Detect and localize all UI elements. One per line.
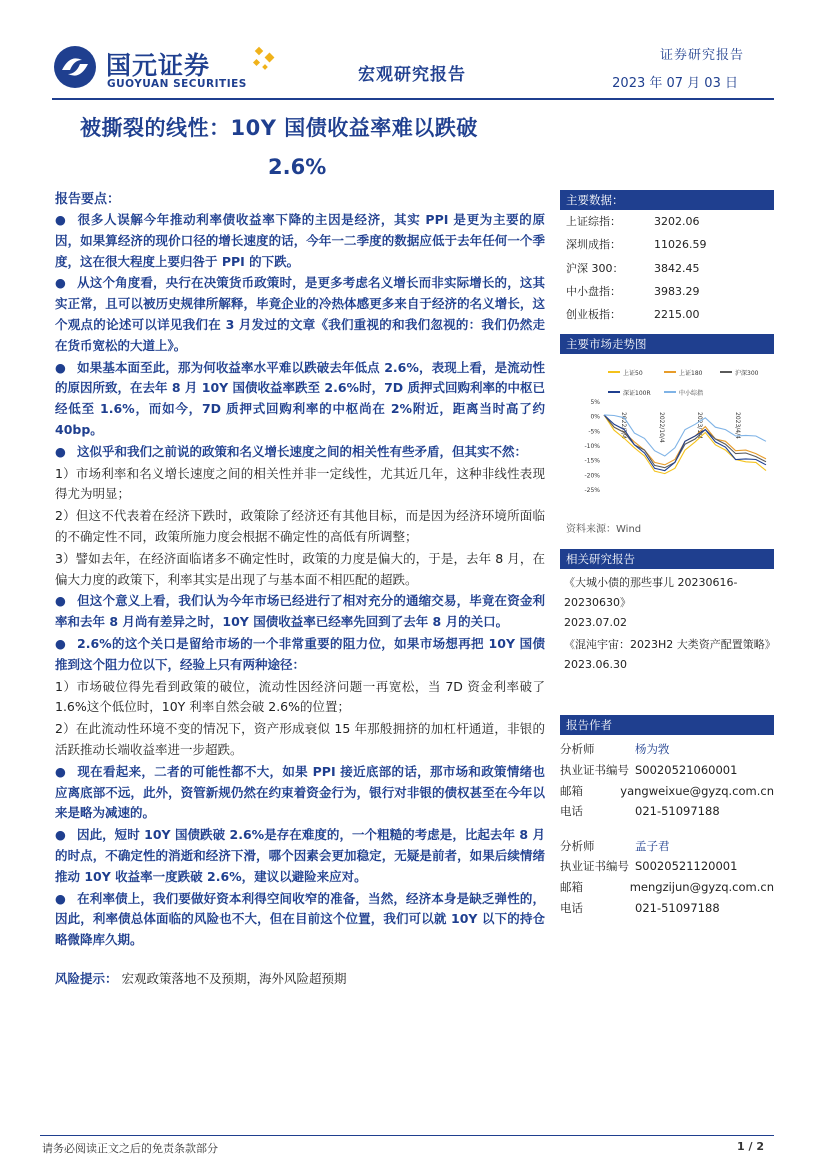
legend-label: 中小综指 (679, 390, 704, 398)
key-points (55, 210, 545, 951)
key-point (55, 506, 545, 548)
key-point-text: 在利率债上，我们要做好资本利得空间收窄的准备，当然，经济本身是缺乏弹性的，因此，利率债总体面临的风险也不大，但在目前这个位置，我们可以就 10Y 以下的持仓略微降库久期。 (55, 890, 545, 948)
chart-title: 主要市场走势图 (560, 334, 774, 354)
key-point (55, 889, 545, 951)
key-point-text: 如果基本面至此，那为何收益率水平难以跌破去年低点 2.6%，表现上看，是流动性的原因所致，在去年 8 月 10Y 国债收益率跌至 2.6%时，7D 质押式回购利率的中枢已经低至 1.6%，而如今，7D 质押式回购利率的中枢尚在 2%附近，距离当时高了约 40bp。 (55, 359, 545, 437)
key-point (55, 591, 545, 633)
author-field-value: S0020521060001 (635, 763, 738, 778)
key-point (55, 358, 545, 441)
footer-disclaimer: 请务必阅读正文之后的免责条款部分 (42, 1142, 218, 1155)
author-field-value: 021-51097188 (635, 804, 720, 819)
header-divider (52, 98, 774, 100)
bullet-icon: ● (55, 593, 66, 609)
author-field (560, 856, 774, 877)
key-point (55, 464, 545, 506)
risk-label: 风险提示： (55, 970, 118, 986)
author-list (560, 739, 774, 918)
index-name: 中小盘指： (566, 284, 621, 298)
related-report-link[interactable]: 《大城小债的那些事儿 20230616-20230630》 (564, 576, 738, 610)
index-row (560, 233, 774, 256)
bullet-icon: ● (55, 890, 66, 906)
author-field (560, 760, 774, 781)
sidebar (560, 190, 774, 918)
market-chart (560, 362, 774, 512)
y-tick-label: -25% (584, 487, 600, 495)
key-point (55, 762, 545, 824)
bullet-icon: ● (55, 443, 66, 459)
author-field-label: 邮箱 (560, 783, 583, 798)
related-report-date: 2023.06.30 (564, 658, 627, 672)
bullet-icon: ● (55, 763, 66, 779)
index-value: 3842.45 (654, 261, 700, 275)
author-field-value: 021-51097188 (635, 900, 720, 915)
key-point-text: 但这个意义上看，我们认为今年市场已经进行了相对充分的通缩交易，毕竟在资金利率和去年 8 月尚有差异之时，10Y 国债收益率已经率先回到了去年 8 月的关口。 (55, 593, 545, 630)
author-field-label: 分析师 (560, 742, 595, 757)
x-tick-label: 2023/4/4 (734, 412, 741, 440)
index-row (560, 257, 774, 280)
author-field-label: 执业证书编号 (560, 859, 629, 874)
index-row (560, 210, 774, 233)
y-tick-label: -5% (588, 428, 600, 436)
y-tick-label: 5% (590, 399, 600, 407)
key-point-text: 很多人误解今年推动利率债收益率下降的主因是经济，其实 PPI 是更为主要的原因，如果算经济的现价口径的增长速度的话，今年一二季度的数据应低于去年任何一个季度，这在很大程度上要归咎于 PPI 的下跌。 (55, 212, 545, 269)
risk-text: 宏观政策落地不及预期，海外风险超预期 (121, 970, 347, 986)
key-point-text: 现在看起来，二者的可能性都不大，如果 PPI 接近底部的话，那市场和政策情绪也应离底部不远，此外，资管新规仍然在约束着资金行为，银行对非银的债权甚至在今年以来是略为减速的。 (55, 763, 545, 821)
author-block (560, 836, 774, 918)
company-logo (52, 44, 272, 94)
author-field-value: S0020521120001 (635, 859, 738, 874)
key-point (55, 634, 545, 676)
index-name: 上证综指： (566, 215, 621, 228)
related-report-date: 2023.07.02 (564, 616, 627, 630)
report-title-line1: 被撕裂的线性：10Y 国债收益率难以跌破 (80, 116, 478, 140)
author-field-label: 电话 (560, 804, 583, 819)
x-tick-label: 2022/10/4 (658, 412, 665, 444)
key-point-text: 1）市场利率和名义增长速度之间的相关性并非一定线性，尤其近几年，这种非线性表现得尤为明显； (55, 465, 545, 502)
key-point-text: 这似乎和我们之前说的政策和名义增长速度之间的相关性有些矛盾，但其实不然： (77, 443, 528, 459)
index-list (560, 210, 774, 326)
main-data-title: 主要数据： (560, 190, 774, 210)
author-field-value: 孟子君 (635, 838, 670, 853)
key-point-text: 1）市场破位得先看到政策的破位，流动性因经济问题一再宽松，当 7D 资金利率破了 1.6%这个低位时，10Y 利率自然会破 2.6%的位置； (55, 678, 545, 715)
main-content (55, 190, 545, 989)
key-point-text: 2）在此流动性环境不变的情况下，资产形成衰似 15 年那般拥挤的加杠杆通道，非银的活跃推动长端收益率进一步超跌。 (55, 721, 545, 757)
related-reports (560, 573, 774, 675)
index-value: 3202.06 (654, 215, 700, 228)
key-point-text: 2）但这不代表着在经济下跌时，政策除了经济还有其他目标，而是因为经济环境所面临的不确定性不同，政策所施力度会根据不确定性的高低有所调整； (55, 508, 545, 544)
author-field-label: 执业证书编号 (560, 763, 629, 778)
logo-text-en: GUOYUAN SECURITIES (107, 78, 247, 90)
index-name: 创业板指： (566, 308, 621, 322)
authors-title: 报告作者 (560, 715, 774, 735)
key-point (55, 825, 545, 887)
legend-label: 上证50 (623, 370, 643, 378)
related-title: 相关研究报告 (560, 549, 774, 569)
author-field (560, 801, 774, 822)
key-point (55, 719, 545, 761)
author-field-value: yangweixue@gyzq.com.cn (620, 783, 774, 798)
key-point (55, 273, 545, 356)
y-tick-label: -20% (584, 472, 600, 480)
bullet-icon: ● (55, 275, 66, 291)
legend-label: 沪深300 (735, 370, 759, 378)
page-number: 1 / 2 (737, 1140, 764, 1153)
x-tick-label: 2023/1/4 (696, 412, 703, 440)
key-point (55, 549, 545, 591)
y-tick-label: -15% (584, 458, 600, 466)
report-class: 证券研究报告 (659, 48, 744, 63)
author-field-label: 电话 (560, 900, 583, 915)
author-field-value: mengzijun@gyzq.com.cn (629, 880, 774, 895)
chart-source: 资料来源：Wind (566, 524, 642, 536)
bullet-icon: ● (55, 635, 66, 651)
y-tick-label: 0% (590, 414, 600, 422)
index-name: 深圳成指： (566, 238, 621, 252)
legend-label: 上证180 (679, 370, 703, 378)
index-row (560, 280, 774, 303)
section-title: 报告要点： (55, 192, 121, 207)
key-point (55, 677, 545, 719)
author-field (560, 739, 774, 760)
author-field-label: 分析师 (560, 838, 595, 853)
index-name: 沪深 300： (566, 261, 624, 275)
risk-warning (55, 969, 545, 989)
author-field-label: 邮箱 (560, 880, 583, 895)
market-chart-svg (560, 362, 774, 512)
index-value: 11026.59 (654, 238, 707, 252)
key-point-text: 3）譬如去年，在经济面临诸多不确定性时，政策的力度是偏大的，于是，去年 8 月，在偏大力度的政策下，利率其实是出现了与基本面不相匹配的超跌。 (55, 550, 545, 587)
author-field-value: 杨为敩 (635, 742, 670, 757)
footer-divider (40, 1135, 774, 1136)
author-block (560, 739, 774, 821)
logo-mark-icon (52, 44, 98, 90)
x-tick-label: 2022/7/4 (620, 412, 627, 440)
report-type: 宏观研究报告 (358, 65, 466, 85)
logo-text-cn: 国元证券 (106, 51, 211, 80)
author-field (560, 836, 774, 857)
report-date: 2023 年 07 月 03 日 (612, 76, 738, 91)
legend-label: 深证100R (623, 390, 651, 398)
key-point-text: 因此，短时 10Y 国债跌破 2.6%是存在难度的，一个粗糙的考虑是，比起去年 8 月的时点，不确定性的消逝和经济下滑，哪个因素会更加稳定，无疑是前者，如果后续情绪推动 10Y 收益率一度跌破 2.6%，建议以避险来应对。 (55, 827, 545, 884)
author-field (560, 877, 774, 898)
bullet-icon: ● (55, 359, 66, 375)
bullet-icon: ● (55, 827, 66, 843)
related-report-link[interactable]: 《混沌宇宙：2023H2 大类资产配置策略》 (564, 638, 776, 652)
key-point-text: 从这个角度看，央行在决策货币政策时，是更多考虑名义增长而非实际增长的，这其实正常，且可以被历史规律所解释，毕竟企业的冷热体感更多来自于经济的名义增长，这个观点的论述可以详见我们在 3 月发过的文章《我们重视的和我们忽视的：我们仍然走在货币宽松的大道上》。 (55, 275, 545, 353)
key-point (55, 210, 545, 272)
index-value: 3983.29 (654, 284, 700, 298)
author-field (560, 781, 774, 802)
bullet-icon: ● (55, 212, 66, 227)
report-title-line2: 2.6% (268, 155, 327, 179)
logo-stars-icon (250, 46, 278, 74)
key-point-text: 2.6%的这个关口是留给市场的一个非常重要的阻力位，如果市场想再把 10Y 国债推到这个阻力位以下，经验上只有两种途径： (55, 635, 545, 672)
index-row (560, 303, 774, 326)
key-point (55, 442, 545, 463)
author-field (560, 898, 774, 919)
index-value: 2215.00 (654, 308, 700, 322)
page-header (0, 0, 826, 110)
y-tick-label: -10% (584, 443, 600, 451)
